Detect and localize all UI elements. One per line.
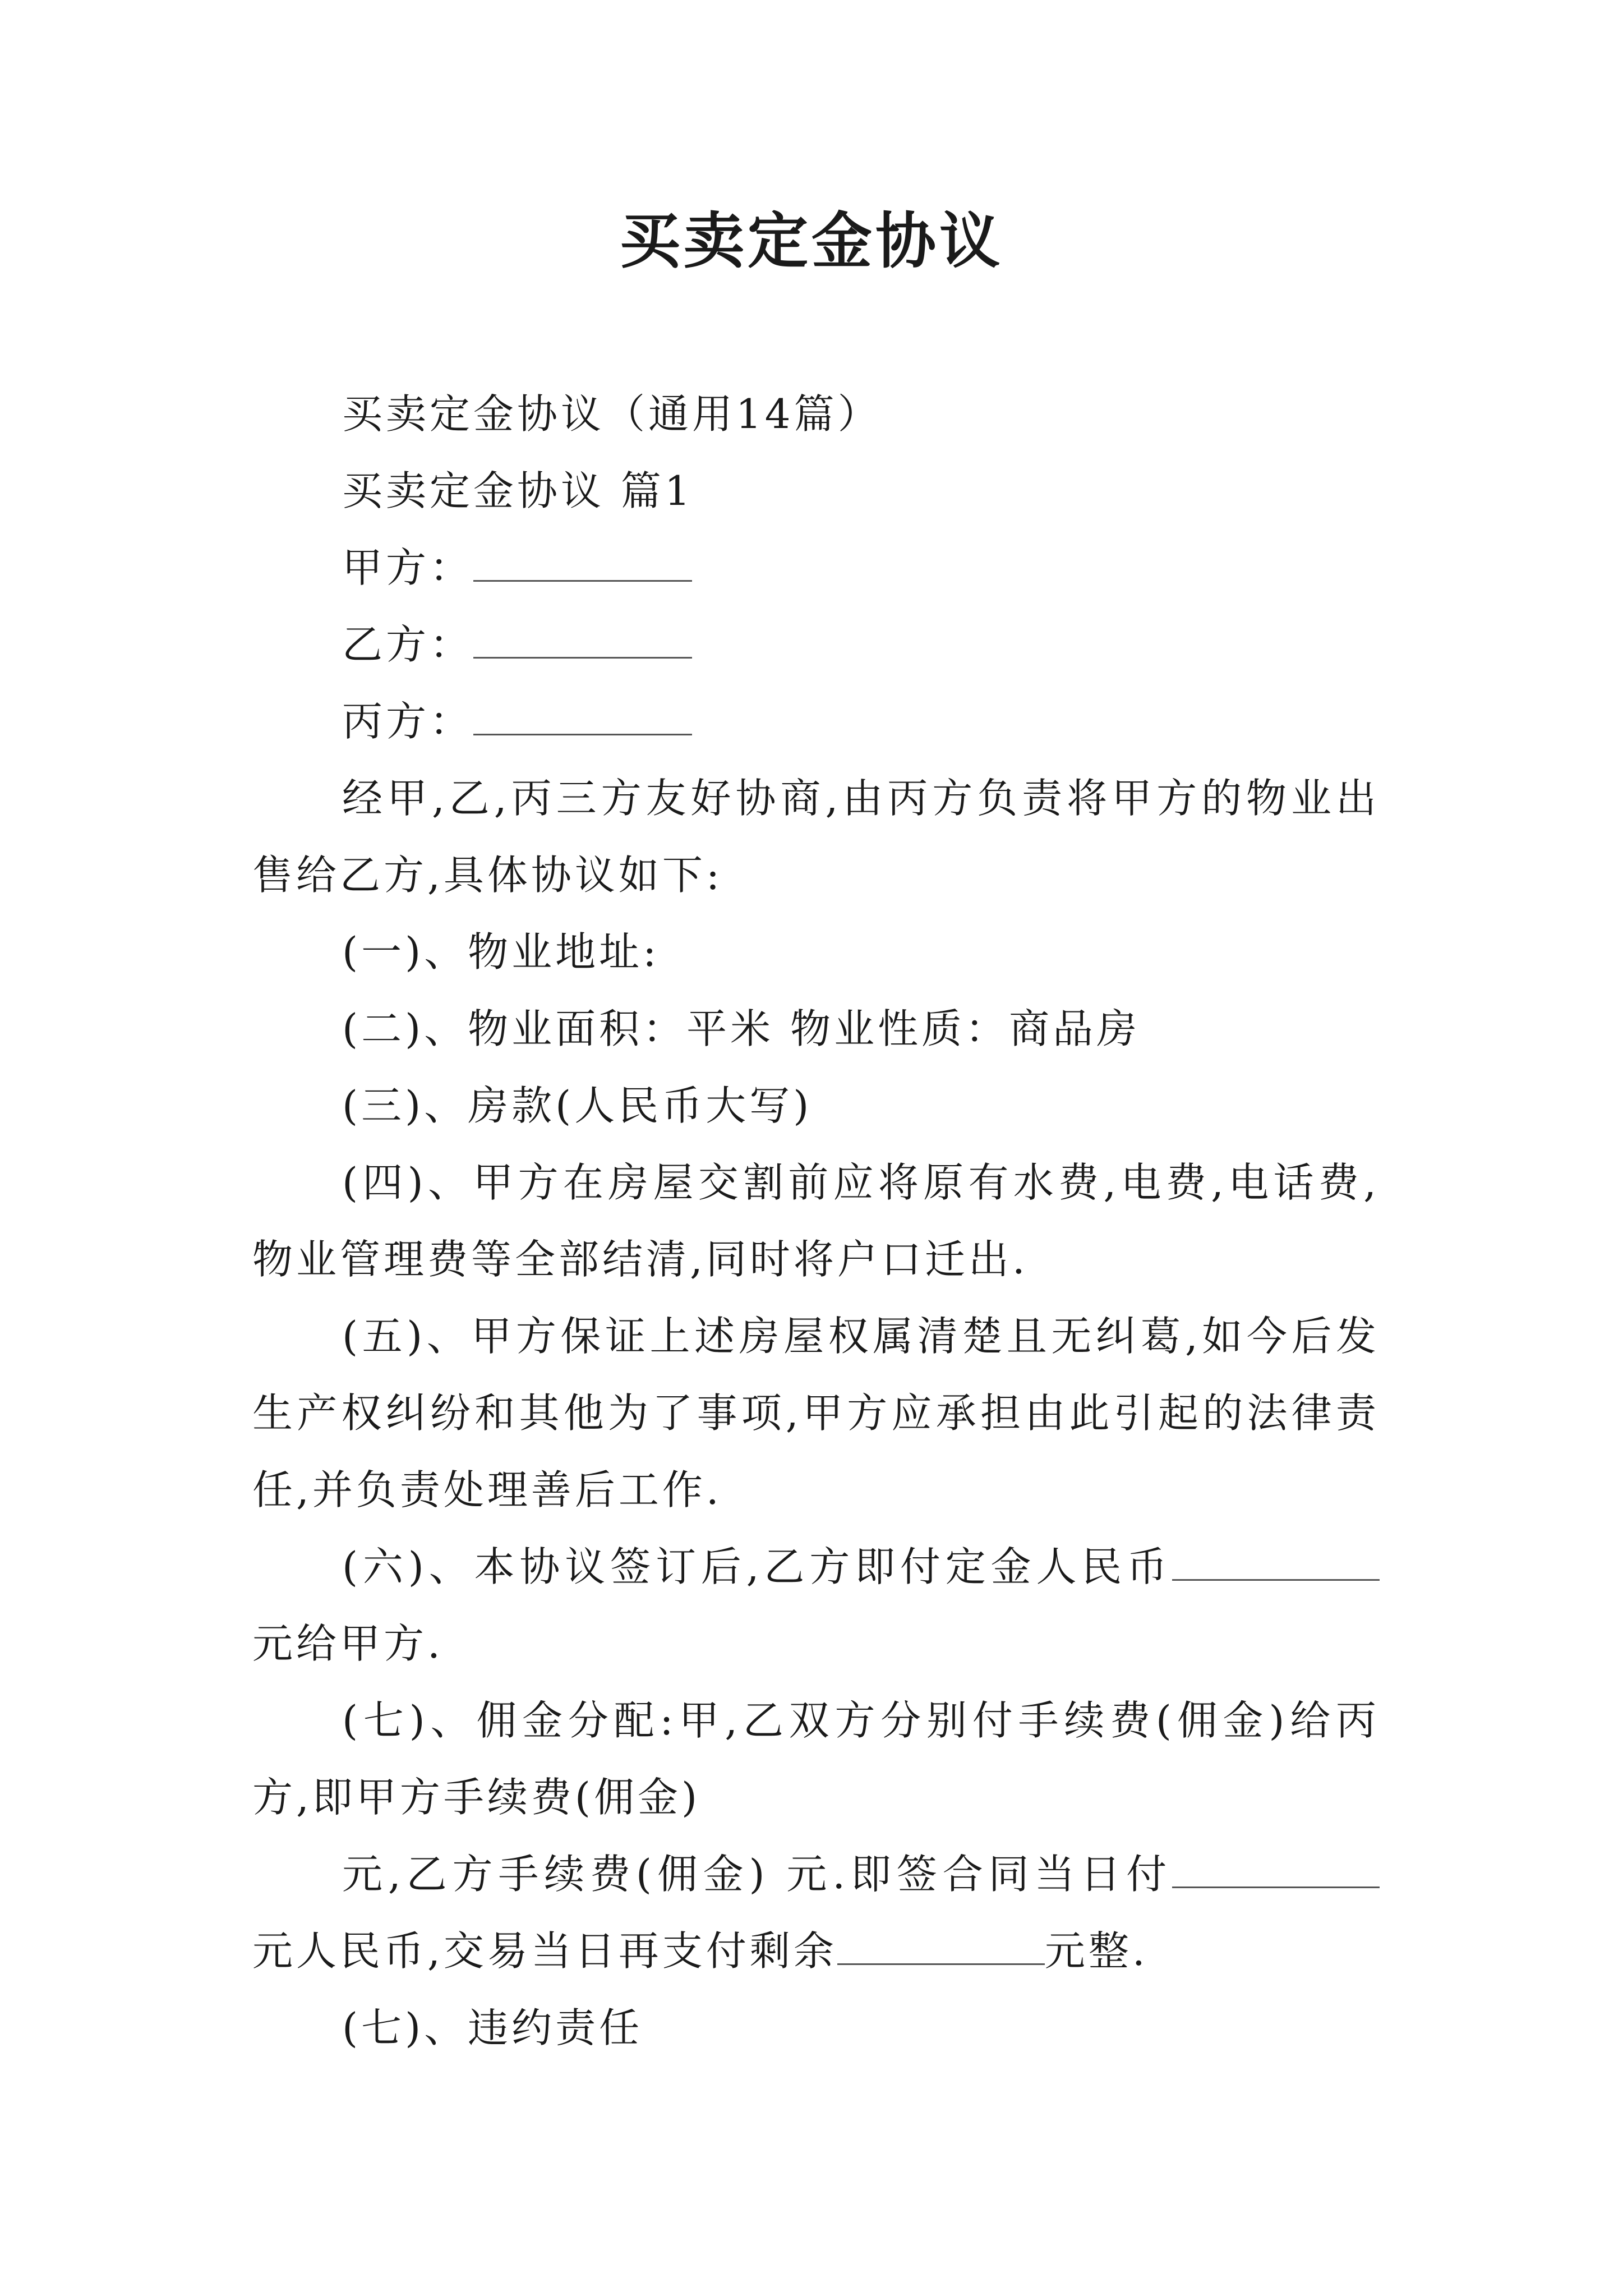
party-b-blank bbox=[473, 622, 692, 659]
party-b-label: 乙方： bbox=[342, 621, 474, 668]
document-title: 买卖定金协议 bbox=[619, 206, 1003, 277]
clause-4: (四)、甲方在房屋交割前应将原有水费,电费,电话费,物业管理费等全部结清,同时将户口迁出. bbox=[252, 1159, 1380, 1283]
clause-3: (三)、房款(人民币大写) bbox=[342, 1082, 813, 1129]
deposit-amount-blank bbox=[1172, 1544, 1380, 1581]
party-c-line bbox=[252, 683, 1380, 760]
party-c-label: 丙方： bbox=[342, 698, 474, 745]
clause-7-commission: (七)、佣金分配:甲,乙双方分别付手续费(佣金)给丙方,即甲方手续费(佣金) bbox=[252, 1697, 1380, 1821]
clause-6-text-end: 元给甲方. bbox=[252, 1620, 444, 1667]
paragraph-subtitle: 买卖定金协议（通用14篇） bbox=[342, 390, 882, 438]
party-c-blank bbox=[473, 699, 692, 735]
commission-text-c: 元整. bbox=[1044, 1927, 1149, 1975]
party-a-line bbox=[252, 530, 1380, 606]
clause-5: (五)、甲方保证上述房屋权属清楚且无纠葛,如今后发生产权纠纷和其他为了事项,甲方应承担由此引起的法律责任,并负责处理善后工作. bbox=[252, 1313, 1380, 1513]
paragraph-intro: 经甲,乙,丙三方友好协商,由丙方负责将甲方的物业出售给乙方,具体协议如下: bbox=[252, 775, 1380, 899]
party-a-blank bbox=[473, 545, 692, 582]
party-b-line bbox=[252, 606, 1380, 683]
clause-2: (二)、物业面积：平米 物业性质：商品房 bbox=[342, 1005, 1141, 1052]
payment-amount-blank bbox=[1172, 1852, 1380, 1888]
party-a-label: 甲方： bbox=[342, 544, 474, 591]
paragraph-section-heading: 买卖定金协议 篇1 bbox=[342, 467, 694, 514]
clause-6-text: (六)、本协议签订后,乙方即付定金人民币 bbox=[342, 1543, 1172, 1590]
clause-6 bbox=[252, 1529, 1380, 1682]
clause-7-commission-continued bbox=[252, 1836, 1380, 1990]
commission-text-a: 元,乙方手续费(佣金) 元.即签合同当日付 bbox=[342, 1851, 1172, 1898]
clause-1: (一)、物业地址: bbox=[342, 928, 660, 976]
remaining-amount-blank bbox=[837, 1929, 1045, 1965]
clause-7-breach: (七)、违约责任 bbox=[342, 2004, 643, 2051]
commission-text-b: 元人民币,交易当日再支付剩余 bbox=[252, 1927, 837, 1975]
document-body bbox=[252, 376, 1380, 2067]
